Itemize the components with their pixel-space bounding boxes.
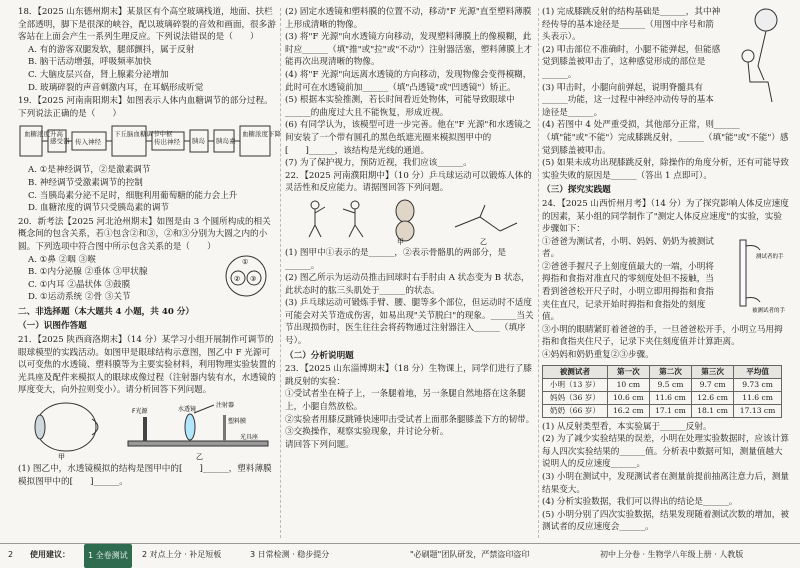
page-number: 2 (8, 550, 14, 559)
usage-tip: 使用建议： (30, 550, 70, 559)
q22-stem: 22．【2025 河南濮阳期中】（10 分）乒乓球运动可以锻炼人体的灵活性和反应能力。请据图回答下列问题。 (285, 170, 532, 194)
q20-stem: 20．新考法【2025 河北沧州期末】如图是由 3 个圆所构成的相关概念间的包含关系，若①包含②和③，②和③分别为大圆之内的小圆。下列选项中符合图中所示包含关系的是（ ） (18, 216, 271, 252)
table-row (543, 391, 782, 404)
section-2-heading: 二、非选择题（本大题共 4 小题，共 40 分） (18, 306, 195, 317)
table-cell: 11.6 cm (734, 391, 782, 404)
q22-sub1: (1) 图甲中①表示的是______，②表示骨骼肌的两部分，是______。 (285, 247, 507, 271)
column-divider (280, 8, 281, 538)
q24-sub2: (2) 为了减少实验结果的误差，小明在处理实验数据时，应该计算每人四次实验结果的______值。分析表中数据可知，测量值越大说明人的反应速度______。 (542, 434, 789, 470)
table-cell: 12.6 cm (692, 391, 734, 404)
label-bench: 光具座 (240, 434, 259, 442)
arm-diagram (455, 205, 517, 231)
q18-stem: 18．【2025 山东德州期末】某景区有个高空玻璃栈道，地面、扶栏全部透明，脚下是很深的峡谷，配以玻璃碎裂的音效和画面，很多游客站在上面会产生一系列生理反应。下列说法错误的是（ ） (18, 7, 276, 43)
q21-sub5: (5) 根据本实验推测，若长时间看近处物体，可能导致眼球中______的曲度过大且不能恢复，形成近视。 (285, 95, 515, 118)
footer-notice: "必刷题"团队研发，严禁盗印盗印 (410, 550, 530, 559)
ruler-test-figure (726, 236, 790, 316)
box-sugar-high: 血糖浓度升高 (24, 130, 63, 139)
q20-option-c: C. ①内耳 ②晶状体 ③鼓膜 (28, 279, 131, 290)
optical-bench-diagram (128, 401, 268, 461)
label-yi: 乙 (196, 453, 203, 462)
q19-option-b: B. 神经调节受激素调节的控制 (28, 177, 143, 188)
column-middle (285, 6, 535, 452)
badge-1: 1 全卷测试 (84, 544, 132, 568)
q21-stem: 21．【2025 陕西商洛期末】（14 分）某学习小组开展制作可调节的眼球模型的实践活动。如图甲是眼球结构示意图，图乙中 F 光源可以可变焦的水透镜、塑料膜等为主要实验材料，利用物理实验装置的光具座及配件来模拟人的眼球成像过程（注射器内装有水，水透镜的厚度变大，向外拉则变小）。请分析回答下列问题。 (18, 335, 276, 396)
q24-sub1: (1) 从反射类型看，本实验属于______反射。 (542, 421, 712, 432)
circle-label-2: ② (234, 274, 241, 283)
eye-model-figure (18, 399, 273, 461)
badge-2: 2 对点上分 · 补足短板 (142, 550, 222, 559)
q18-option-a: A. 有的游客双腿发软，腿部颤抖，属于反射 (28, 44, 195, 55)
q18-option-b: B. 脑干活动增强，呼吸频率加快 (28, 57, 152, 68)
q22-sub3: (3) 乒乓球运动可锻炼手臂、腰、腿等多个部位，但运动时不适度可能会对关节造成伤害，如易出现"关节脱臼"的现象。______当关节出现损伤时，医生往往会将药物通过注射器注入______（填序号）。 (285, 298, 534, 347)
q23-stem: 23．【2025 山东淄博期末】（18 分）生物课上，同学们进行了膝跳反射的实验： (285, 364, 532, 387)
q23-step3: ③交换操作，观察实验现象，并讨论分析。 (285, 427, 449, 438)
q21-sub4: (4) 将"F 光源"向远离水透镜的方向移动，发现物像会变得模糊，此时可在水透镜前加______（填"凸透镜"或"凹透镜"）矫正。 (285, 69, 532, 93)
q24-stem: 24．【2025 山西忻州月考】（14 分）为了探究影响人体反应速度的因素，某小组的同学制作了"测定人体反应速度"的实验，实验步骤如下： (542, 198, 789, 235)
q19-option-c: C. 当胰岛素分泌不足时，细胞利用葡萄糖的能力会上升 (28, 190, 238, 201)
knee-joint-diagram (396, 200, 414, 241)
table-cell: 11.6 cm (649, 391, 691, 404)
footer-book-title: 初中上分卷 · 生物学八年级上册 · 人教版 (600, 550, 744, 559)
q23-sub3: (3) 叩击时，小腿向前弹起，说明脊髓具有______功能，这一过程中神经冲动传导的基本途径是______。 (542, 82, 714, 118)
table-row (543, 378, 782, 391)
column-right (542, 6, 790, 535)
q21-sub2: (2) 固定水透镜和塑料膜的位置不动，移动"F 光源"直至塑料薄膜上形成清晰的物像。 (285, 7, 532, 30)
q23-sub5: (5) 如果未成功出现膝跳反射，除操作的角度分析，还有可能导致实验失败的原因是______（答出 1 点即可）。 (542, 158, 789, 181)
brain-icon (755, 9, 777, 31)
nested-circles-diagram (224, 254, 268, 298)
eyeball-diagram (35, 403, 98, 461)
question-23 (285, 363, 535, 451)
q24-step4: ④妈妈和奶奶重复②③步骤。 (542, 350, 654, 361)
label-yi: 乙 (480, 237, 487, 246)
table-cell: 18.1 cm (692, 404, 734, 417)
table-cell: 17.13 cm (734, 404, 782, 417)
label-f-light: F光源 (132, 408, 148, 416)
table-cell: 妈妈（36 岁） (543, 391, 608, 404)
ping-pong-figure (285, 197, 530, 245)
q21-sub3: (3) 将"F 光源"向水透镜方向移动，发现塑料薄膜上的像模糊，此时应______（填"推"或"拉"或"不动"）注射器活塞，塑料薄膜上才能再次出现清晰的物像。 (285, 32, 533, 68)
subsection-1-heading: （一）识图作答题 (18, 321, 87, 332)
table-header: 第一次 (607, 365, 649, 378)
q24-step1: ①爸爸为测试者，小明、妈妈、奶奶为被测试者。 (542, 236, 714, 260)
table-cell: 9.73 cm (734, 378, 782, 391)
subsection-2-heading: （二）分析说明题 (285, 350, 354, 361)
ruler-icon (740, 240, 746, 306)
players-diagram (309, 201, 363, 237)
box-center: 下丘脑血糖调节中枢 (114, 130, 173, 139)
q24-step3: ③小明的眼睛紧盯着爸爸的手，一旦爸爸松开手，小明立马用拇指和食指夹住尺子，记录下夹住刻度值并计算距离。 (542, 324, 783, 348)
q23-step1: ①受试者坐在椅子上，一条腿着地，另一条腿自然地搭在这条腿上，小腿自然放松。 (285, 389, 526, 413)
question-24 (542, 198, 790, 534)
q23-step2: ②实验者用膝反跳锤快速叩击受试者上面那条腿膝盖下方的韧带。 (285, 414, 535, 425)
q18-option-c: C. 大脑皮层兴奋，肾上腺素分泌增加 (28, 69, 169, 80)
question-22 (285, 170, 535, 348)
question-19 (18, 95, 281, 215)
subsection-3-heading: （三）探究实践题 (542, 185, 611, 196)
question-20 (18, 216, 276, 304)
q19-stem: 19．【2025 河南南阳期末】如图表示人体内血糖调节的部分过程。下列说法正确的是（ ） (18, 96, 273, 119)
label-tester-hand: 测试者的手 (756, 253, 784, 260)
table-cell: 10 cm (607, 378, 649, 391)
table-cell: 9.5 cm (649, 378, 691, 391)
knee-reflex-figure (728, 6, 788, 106)
table-header: 第二次 (649, 365, 691, 378)
q20-option-b: B. ①内分泌腺 ②垂体 ③甲状腺 (28, 267, 148, 278)
table-cell: 小明（13 岁） (543, 378, 608, 391)
table-header: 被测试者 (543, 365, 608, 378)
circle-label-1: ① (242, 257, 249, 266)
q20-option-d: D. ①运动系统 ②骨 ③关节 (28, 292, 131, 303)
box-efferent: 传出神经 (154, 138, 180, 147)
table-cell: 奶奶（66 岁） (543, 404, 608, 417)
table-cell: 9.7 cm (692, 378, 734, 391)
column-left (18, 6, 281, 489)
q23-sub4: (4) 若图中 4 处严重受损，其他部分正常，则______（填"能"或"不能"）完成膝跳反射，______（填"能"或"不能"）感觉到膝盖被叩击。 (542, 120, 789, 156)
table-header: 第三次 (692, 365, 734, 378)
q24-sub4: (4) 分析实验数据，我们可以得出的结论是______。 (542, 497, 738, 508)
head-icon (742, 50, 754, 62)
q22-sub2: (2) 图乙所示为运动员推击回球时右手肘由 A 状态变为 B 状态，此状态时的肱三头肌处于______的状态。 (285, 273, 530, 296)
table-header: 平均值 (734, 365, 782, 378)
table-cell: 17.1 cm (649, 404, 691, 417)
label-jia: 甲 (58, 453, 65, 462)
page-footer (0, 543, 800, 566)
q18-option-d: D. 玻璃碎裂的声音刺激内耳，在耳蜗形成听觉 (28, 82, 204, 93)
label-syringe: 注射器 (216, 402, 235, 410)
badge-3: 3 日常检测 · 稳步提分 (250, 550, 330, 559)
q23-step4: 请回答下列问题。 (285, 439, 354, 450)
table-header-row (543, 365, 782, 378)
q21-sub6: (6) 有同学认为，该模型可进一步完善。他在"F 光源"和水透镜之间安装了一个带有圆孔的黑色纸遮光圈来模拟图甲中的[ ]______，该结构是光线的通道。 (285, 120, 532, 156)
q19-option-d: D. 血糖浓度的调节只受胰岛素的调节 (28, 203, 169, 214)
blood-sugar-flow-diagram (18, 122, 281, 162)
box-islet: 胰岛 (192, 137, 205, 146)
table-row (543, 404, 782, 417)
q24-step2: ②爸爸手握尺子上刻度值最大的一端，小明将拇指和食指对准直尺的零刻度处但不接触，当看到爸爸松开尺子时，小明立即用拇指和食指夹住直尺，记录开始时拇指和食指处的刻度值。 (542, 261, 714, 323)
circle-label-3: ③ (250, 274, 257, 283)
column-divider (538, 8, 539, 538)
q23-sub2: (2) 叩击部位不准确时，小腿不能弹起，但能感觉到膝盖被叩击了，这种感觉形成的部位是______。 (542, 44, 721, 80)
box-afferent: 传入神经 (75, 138, 101, 147)
label-jia: 甲 (397, 237, 404, 246)
question-18 (18, 6, 276, 94)
tester-hand-icon (746, 245, 760, 250)
q23-sub1: (1) 完成膝跳反射的结构基础是______，其中神经传导的基本途径是______（用图中序号和箭头表示）。 (542, 7, 721, 43)
box-sugar-low: 血糖浓度下降 (242, 130, 281, 139)
q21-sub1: (1) 图乙中，水透镜模拟的结构是图甲中的[ ]______，塑料薄膜模拟图甲中的[ ]______。 (18, 464, 272, 487)
q24-sub5: (5) 小明分别了四次实验数据，结果发现随着测试次数的增加，被测试者的反应速度会______。 (542, 509, 789, 533)
label-lens: 水透镜 (178, 406, 197, 414)
q24-sub3: (3) 小明在测试中，发现测试者在测量前提前抽离注意力后，测量结果变大。 (542, 472, 789, 495)
label-film: 塑料膜 (228, 418, 247, 426)
label-testee-hand: 被测试者的手 (752, 307, 786, 314)
q20-option-a: A. ①鼻 ②咽 ③喉 (28, 254, 96, 265)
q19-option-a: A. ①是神经调节，②是激素调节 (28, 165, 151, 176)
box-receptor: 感受器 (50, 137, 70, 146)
table-cell: 10.6 cm (607, 391, 649, 404)
reaction-data-table (542, 365, 782, 418)
table-cell: 16.2 cm (607, 404, 649, 417)
testee-hand-icon (746, 297, 760, 302)
question-21 (18, 334, 276, 488)
box-insulin: 胰岛素 (216, 137, 236, 146)
q21-sub7: (7) 为了保护视力，预防近视，我们应该______。 (285, 158, 472, 169)
